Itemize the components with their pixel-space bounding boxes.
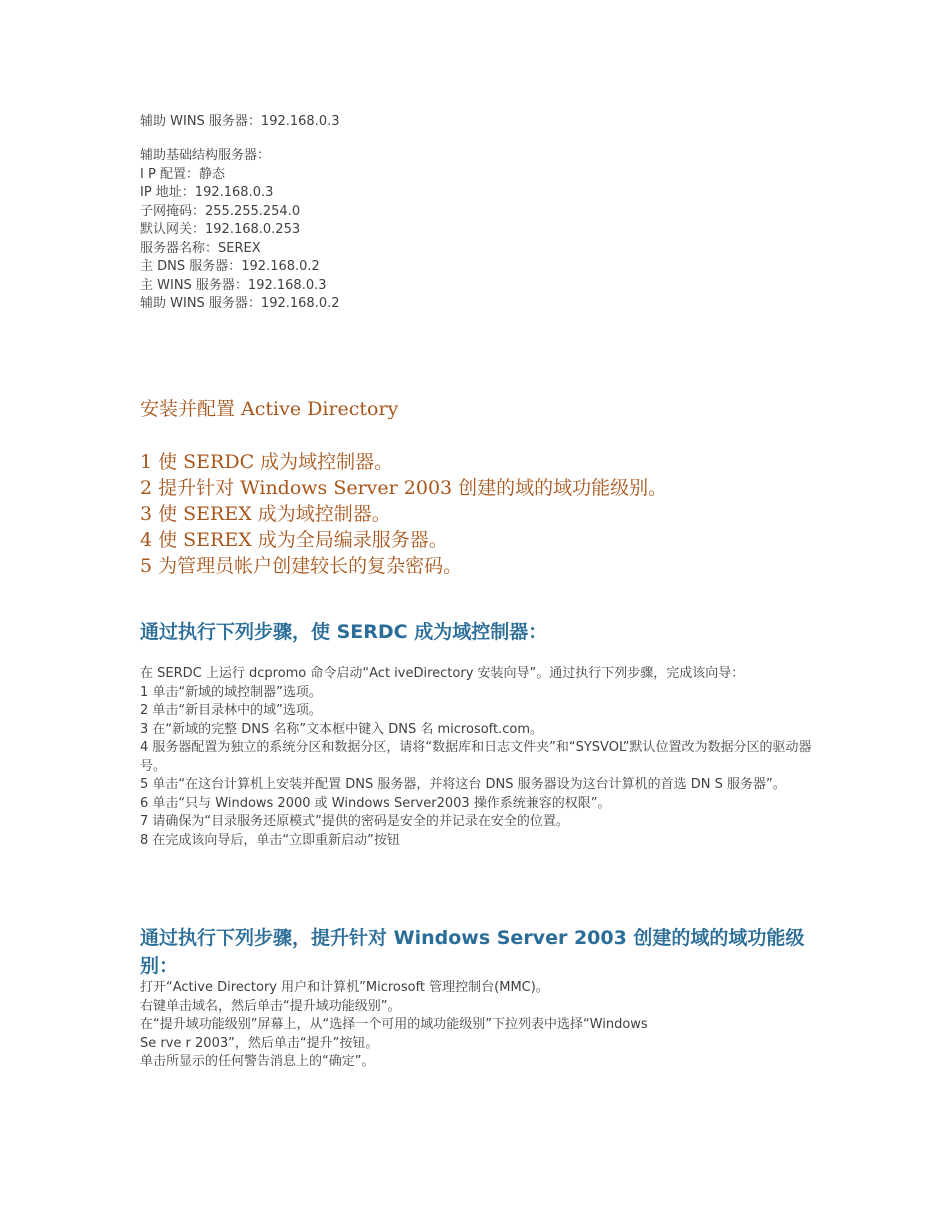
text-line: 默认网关：192.168.0.253 bbox=[140, 222, 301, 237]
task-item: 3 使 SEREX 成为域控制器。 bbox=[140, 503, 391, 525]
text-line: 辅助 WINS 服务器：192.168.0.2 bbox=[140, 296, 340, 311]
wins-secondary-block bbox=[140, 113, 820, 132]
task-item: 5 为管理员帐户创建较长的复杂密码。 bbox=[140, 555, 463, 577]
install-section bbox=[140, 396, 820, 422]
step-item: 8 在完成该向导后，单击“立即重新启动”按钮 bbox=[140, 832, 400, 848]
step-item: 4 服务器配置为独立的系统分区和数据分区，请将“数据库和日志文件夹”和“SYSVOL”默认位置改为数据分区的驱动器号。 bbox=[140, 740, 812, 774]
step-item: 1 单击“新域的域控制器”选项。 bbox=[140, 684, 322, 700]
section-heading: 通过执行下列步骤，提升针对 Windows Server 2003 创建的域的域功能级别： bbox=[140, 927, 805, 977]
serdc-steps bbox=[140, 665, 820, 850]
text-line: 辅助 WINS 服务器：192.168.0.3 bbox=[140, 114, 340, 129]
step-item: 6 单击“只与 Windows 2000 或 Windows Server2003 操作系统兼容的权限”。 bbox=[140, 795, 611, 811]
text-line: 辅助基础结构服务器： bbox=[140, 148, 271, 163]
serdc-section bbox=[140, 618, 820, 646]
step-item: 右键单击域名，然后单击“提升域功能级别”。 bbox=[140, 998, 401, 1014]
task-item: 2 提升针对 Windows Server 2003 创建的域的域功能级别。 bbox=[140, 477, 668, 499]
step-item: 单击所显示的任何警告消息上的“确定”。 bbox=[140, 1054, 375, 1069]
text-line: I P 配置：静态 bbox=[140, 166, 225, 182]
text-line: 子网掩码：255.255.254.0 bbox=[140, 203, 301, 219]
text-line: IP 地址：192.168.0.3 bbox=[140, 185, 274, 200]
step-item: 在“提升域功能级别”屏幕上，从“选择一个可用的域功能级别”下拉列表中选择“Windows bbox=[140, 1017, 648, 1032]
step-item: 打开“Active Directory 用户和计算机”Microsoft 管理控制台(MMC)。 bbox=[140, 980, 549, 995]
task-item: 4 使 SEREX 成为全局编录服务器。 bbox=[140, 529, 448, 551]
infrastructure-server-block bbox=[140, 147, 820, 314]
step-item: 3 在“新域的完整 DNS 名称”文本框中键入 DNS 名 microsoft.com。 bbox=[140, 721, 544, 737]
section-title: 安装并配置 Active Directory bbox=[140, 398, 399, 420]
text-line: 主 DNS 服务器：192.168.0.2 bbox=[140, 259, 320, 274]
step-item: Se rve r 2003”，然后单击“提升”按钮。 bbox=[140, 1035, 379, 1051]
text-line: 服务器名称：SEREX bbox=[140, 240, 261, 256]
step-item: 5 单击“在这台计算机上安装并配置 DNS 服务器，并将这台 DNS 服务器设为这台计算机的首选 DN S 服务器”。 bbox=[140, 777, 786, 792]
text-line: 主 WINS 服务器：192.168.0.3 bbox=[140, 277, 327, 293]
install-task-list bbox=[140, 449, 820, 579]
step-item: 2 单击“新目录林中的域”选项。 bbox=[140, 703, 322, 718]
task-item: 1 使 SERDC 成为域控制器。 bbox=[140, 451, 394, 473]
raise-level-steps bbox=[140, 979, 820, 1072]
intro-text: 在 SERDC 上运行 dcpromo 命令启动“Act iveDirectory 安装向导”。通过执行下列步骤，完成该向导： bbox=[140, 666, 745, 681]
raise-level-section bbox=[140, 924, 820, 980]
step-item: 7 请确保为“目录服务还原模式”提供的密码是安全的并记录在安全的位置。 bbox=[140, 814, 569, 829]
section-heading: 通过执行下列步骤，使 SERDC 成为域控制器： bbox=[140, 621, 548, 643]
